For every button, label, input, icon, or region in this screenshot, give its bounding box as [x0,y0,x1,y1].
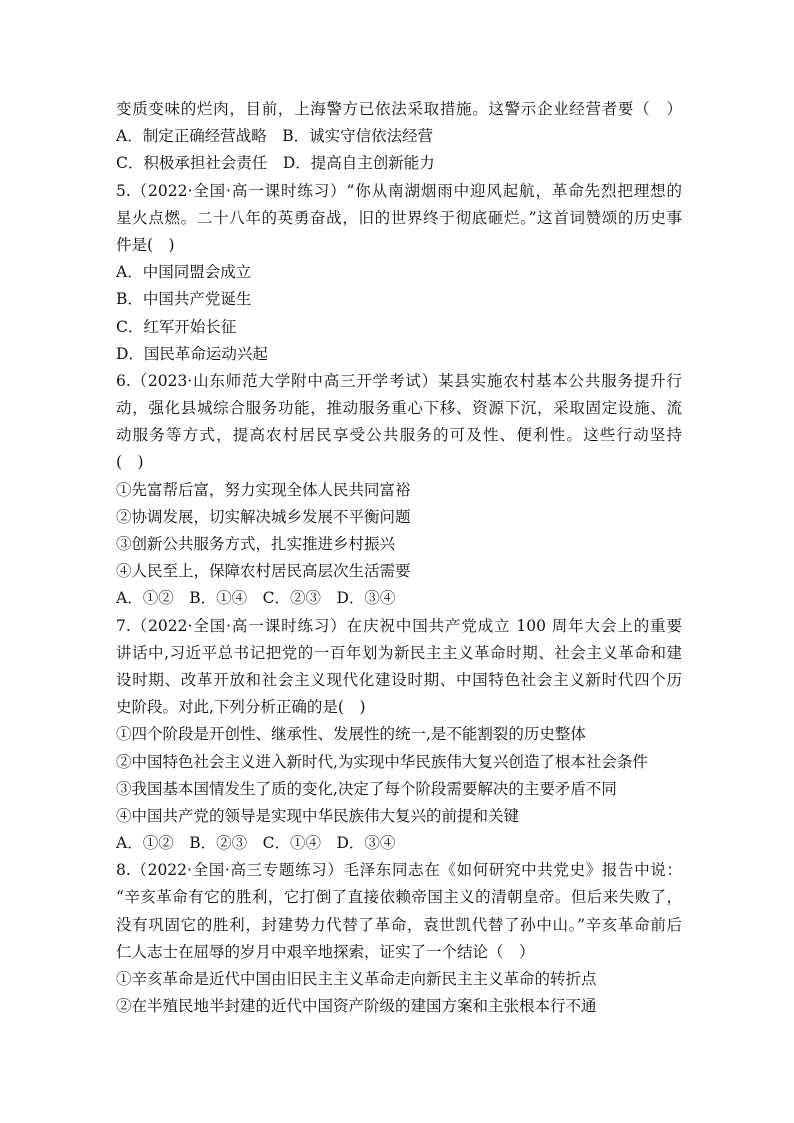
q7-stem-line1: 7.（2022·全国·高一课时练习）在庆祝中国共产党成立 100 周年大会上的重要 [116,616,682,635]
q8-stem-line2: “辛亥革命有它的胜利，它打倒了直接依赖帝国主义的清朝皇帝。但后来失败了， [116,888,682,907]
q5-option-c: C．红军开始长征 [116,317,237,336]
q8-statement-2: ②在半殖民地半封建的近代中国资产阶级的建国方案和主张根本行不通 [116,997,597,1016]
q8-stem-line3: 没有巩固它的胜利，封建势力代替了革命，袁世凯代替了孙中山。”辛亥革命前后 [116,915,682,934]
q7-statement-1: ①四个阶段是开创性、继承性、发展性的统一,是不能割裂的历史整体 [116,725,586,744]
q6-statement-1: ①先富帮后富，努力实现全体人民共同富裕 [116,480,411,499]
q6-stem-line2: 动，强化县城综合服务功能，推动服务重心下移、资源下沉，采取固定设施、流 [116,399,682,418]
q8-statement-1: ①辛亥革命是近代中国由旧民主主义革命走向新民主主义革命的转折点 [116,970,597,988]
q6-statement-4: ④人民至上，保障农村居民高层次生活需要 [116,562,411,581]
q4-stem-tail: 变质变味的烂肉，目前，上海警方已依法采取措施。这警示企业经营者要（ ） [116,100,682,118]
q6-stem-line3: 动服务等方式，提高农村居民享受公共服务的可及性、便利性。这些行动坚持 [116,426,682,445]
q5-stem-line3: 件是( ) [116,235,175,254]
q5-stem-line2: 星火点燃。二十八年的英勇奋战，旧的世界终于彻底砸烂。”这首词赞颂的历史事 [116,208,682,227]
q7-stem-line4: 史阶段。对此,下列分析正确的是( ) [116,698,366,717]
q6-options: A．①② B．①④ C．②③ D．③④ [116,589,396,608]
q6-stem-line4: ( ) [116,453,144,472]
q6-statement-2: ②协调发展，切实解决城乡发展不平衡问题 [116,507,411,526]
q7-stem-line3: 设时期、改革开放和社会主义现代化建设时期、中国特色社会主义新时代四个历 [116,670,682,689]
q7-statement-2: ②中国特色社会主义进入新时代,为实现中华民族伟大复兴创造了根本社会条件 [116,752,648,771]
q5-option-b: B．中国共产党诞生 [116,290,252,309]
q4-options-cd: C．积极承担社会责任 D．提高自主创新能力 [116,154,435,173]
q5-option-d: D．国民革命运动兴起 [116,344,268,363]
q8-stem-line1: 8.（2022·全国·高三专题练习）毛泽东同志在《如何研究中共党史》报告中说： [116,861,682,880]
q4-options-ab: A．制定正确经营战略 B．诚实守信依法经营 [116,127,434,146]
q6-statement-3: ③创新公共服务方式，扎实推进乡村振兴 [116,535,396,553]
q7-statement-3: ③我国基本国情发生了质的变化,决定了每个阶段需要解决的主要矛盾不同 [116,779,617,798]
q5-stem-line1: 5.（2022·全国·高一课时练习）“你从南湖烟雨中迎风起航，革命先烈把理想的 [116,181,682,200]
document-page [116,96,682,1020]
q8-stem-line4: 仁人志士在屈辱的岁月中艰辛地探索，证实了一个结论（ ） [116,942,535,961]
q7-options: A．①② B．②③ C．①④ D．③④ [116,834,396,853]
q5-option-a: A．中国同盟会成立 [116,263,252,282]
q7-statement-4: ④中国共产党的领导是实现中华民族伟大复兴的前提和关键 [116,806,520,825]
q7-stem-line2: 讲话中,习近平总书记把党的一百年划为新民主主义革命时期、社会主义革命和建 [116,643,682,662]
q6-stem-line1: 6.（2023·山东师范大学附中高三开学考试）某县实施农村基本公共服务提升行 [116,371,682,390]
